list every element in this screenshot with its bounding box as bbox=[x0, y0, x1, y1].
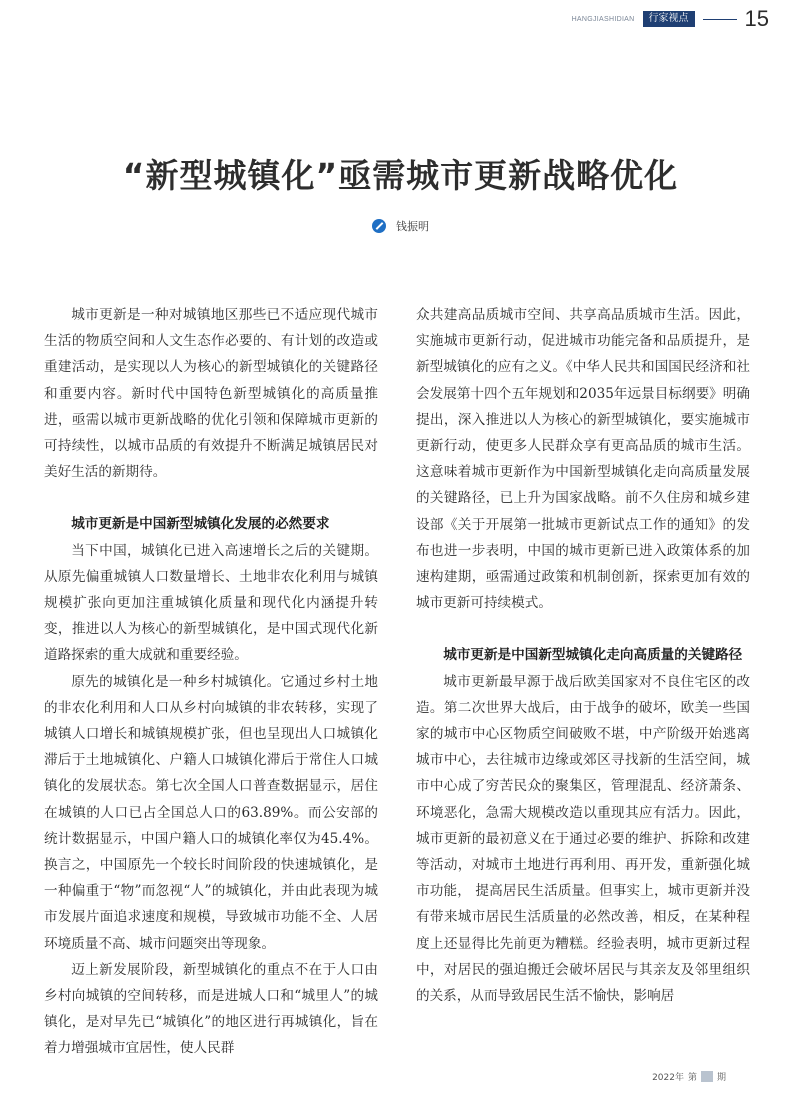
header-brand-en: HANGJIASHIDIAN bbox=[571, 15, 635, 23]
pen-icon bbox=[372, 219, 386, 233]
footer-issue-prefix: 第 bbox=[687, 1073, 697, 1083]
page-header bbox=[572, 8, 769, 30]
section-heading-1: 城市更新是中国新型城镇化发展的必然要求 bbox=[71, 516, 330, 533]
page-footer bbox=[652, 1070, 726, 1083]
spacer bbox=[416, 616, 750, 642]
body-paragraph: 原先的城镇化是一种乡村城镇化。它通过乡村土地的非农化利用和人口从乡村向城镇的非农转移，实现了城镇人口增长和城镇规模扩张，但也呈现出人口城镇化滞后于土地城镇化、户籍人口城镇化滞后于常住人口城镇化的发展状态。第七次全国人口普查数据显示，居住在城镇的人口已占全国总人口的63.89%。而公安部的统计数据显示，中国户籍人口的城镇化率仅为45.4%。换言之，中国原先一个较长时间阶段的快速城镇化，是一种偏重于“物”而忽视“人”的城镇化，并由此表现为城市发展片面追求速度和规模，导致城市功能不全、人居环境质量不高、城市问题突出等现象。 bbox=[44, 673, 378, 952]
section-heading-2: 城市更新是中国新型城镇化走向高质量的关键路径 bbox=[443, 647, 743, 664]
header-divider bbox=[703, 19, 737, 20]
spacer bbox=[44, 485, 378, 511]
body-paragraph: 当下中国，城镇化已进入高速增长之后的关键期。从原先偏重城镇人口数量增长、土地非农化利用与城镇规模扩张向更加注重城镇化质量和现代化内涵提升转变，推进以人为核心的新型城镇化，是中国式现代化新道路探索的重大成就和重要经验。 bbox=[44, 542, 378, 664]
footer-year: 2022年 bbox=[652, 1073, 684, 1083]
page-number: 15 bbox=[744, 6, 769, 31]
author-byline bbox=[0, 218, 801, 234]
author-name: 钱振明 bbox=[396, 220, 429, 233]
footer-issue-suffix: 期 bbox=[716, 1073, 726, 1083]
body-paragraph-continued: 众共建高品质城市空间、共享高品质城市生活。因此，实施城市更新行动，促进城市功能完备和品质提升，是新型城镇化的应有之义。《中华人民共和国国民经济和社会发展第十四个五年规划和2035年远景目标纲要》明确提出，深入推进以人为核心的新型城镇化，要实施城市更新行动，使更多人民群众享有更高品质的城市生活。这意味着城市更新作为中国新型城镇化走向高质量发展的关键路径，已上升为国家战略。前不久住房和城乡建设部《关于开展第一批城市更新试点工作的通知》的发布也进一步表明，中国的城市更新已进入政策体系的加速构建期，亟需通过政策和机制创新，探索更加有效的城市更新可持续模式。 bbox=[416, 307, 750, 612]
issue-number-box bbox=[701, 1071, 713, 1082]
article-title: “新型城镇化”亟需城市更新战略优化 bbox=[122, 156, 679, 195]
column-name-badge: 行家视点 bbox=[643, 11, 695, 27]
right-column bbox=[416, 302, 750, 1009]
left-column bbox=[44, 302, 378, 1062]
body-paragraph: 迈上新发展阶段，新型城镇化的重点不在于人口由乡村向城镇的空间转移，而是进城人口和“城里人”的城镇化，是对早先已“城镇化”的地区进行再城镇化，旨在着力增强城市宜居性，使人民群 bbox=[44, 961, 378, 1057]
body-paragraph: 城市更新最早源于战后欧美国家对不良住宅区的改造。第二次世界大战后，由于战争的破坏，欧美一些国家的城市中心区物质空间破败不堪，中产阶级开始逃离城市中心，去往城市边缘或郊区寻找新的生活空间，城市中心成了穷苦民众的聚集区，管理混乱、经济萧条、环境恶化，急需大规模改造以重现其应有活力。因此，城市更新的最初意义在于通过必要的维护、拆除和改建等活动，对城市土地进行再利用、再开发，重新强化城市功能， 提高居民生活质量。但事实上，城市更新并没有带来城市居民生活质量的必然改善，相反，在某种程度上还显得比先前更为糟糕。经验表明，城市更新过程中，对居民的强迫搬迁会破坏居民与其亲友及邻里组织的关系，从而导致居民生活不愉快，影响居 bbox=[416, 673, 750, 1005]
intro-paragraph: 城市更新是一种对城镇地区那些已不适应现代城市生活的物质空间和人文生态作必要的、有计划的改造或重建活动，是实现以人为核心的新型城镇化的关键路径和重要内容。新时代中国特色新型城镇化的高质量推进，亟需以城市更新战略的优化引领和保障城市更新的可持续性，以城市品质的有效提升不断满足城镇居民对美好生活的新期待。 bbox=[44, 307, 378, 481]
